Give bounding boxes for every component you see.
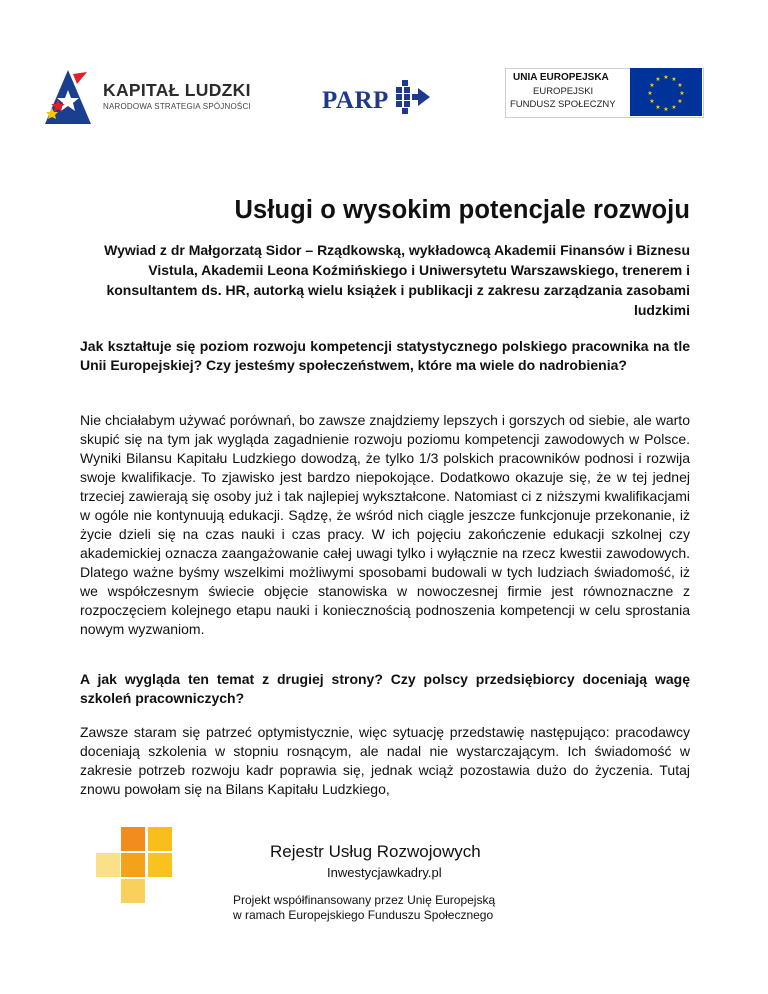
answer-1: Nie chciałabym używać porównań, bo zawsze znajdziemy lepszych i gorszych od siebie, ale warto skupić się na tym jak wygląda zagadnienie rozwoju poziomu kompetencji zawodowych w Polsce. Wyniki Bilansu Kapitału Ludzkiego dowodzą, że tylko 1/3 polskich pracowników podnosi i rozwija swoje kwalifikacje. To zjawisko jest bardzo niepokojące. Dodatkowo okazuje się, że w tej jednej trzeciej zawierają się osoby już i tak najlepiej wykształcone. Natomiast ci z niższymi kwalifikacjami w ogóle nie kontynuują edukacji. Sądzę, że wśród nich ciągle jeszcze funkcjonuje przekonanie, iż życie dzieli się na czas nauki i czas pracy. W ich pojęciu zakończenie edukacji szkolnej czy akademickiej oznacza zaangażowanie całej uwagi tylko i wyłącznie na rzecz kwestii zawodowych. Dlatego ważne byśmy wszelkimi możliwymi sposobami budowali w tych ludziach świadomość, iż we współczesnym świecie objęcie stanowiska w nowoczesnej firmie jest równoznaczne z rozpoczęciem kolejnego etapu nauki i koniecznością podnoszenia kompetencji w celu sprostania nowym wyzwaniom. [80,412,690,637]
parp-logo-icon [394,80,430,114]
ue-line3: FUNDUSZ SPOŁECZNY [510,99,616,110]
svg-text:★: ★ [671,76,677,83]
kapital-ludzki-title: KAPITAŁ LUDZKI [103,80,251,100]
question-2: A jak wygląda ten temat z drugiej strony? Czy polscy przedsiębiorcy doceniają wagę szkoleń pracowniczych? [80,671,690,706]
svg-text:★: ★ [649,82,655,89]
svg-text:★: ★ [677,98,683,105]
svg-text:★: ★ [647,90,653,97]
footer-site: Inwestycjawkadry.pl [327,865,442,880]
svg-text:★: ★ [655,76,661,83]
svg-text:★: ★ [663,74,669,81]
question-1: Jak kształtuje się poziom rozwoju kompetencji statystycznego polskiego pracownika na tle Unii Europejskiej? Czy jesteśmy społeczeństwem, które ma wiele do nadrobienia? [80,338,690,373]
svg-text:★: ★ [649,98,655,105]
interview-intro: Wywiad z dr Małgorzatą Sidor – Rządkowską, wykładowcą Akademii Finansów i Biznesu Vistula, Akademii Leona Koźmińskiego i Uniwersytetu Warszawskiego, trenerem i konsultantem ds. HR, autorką wielu książek i publikacji z zakresu zarządzania zasobami ludzkimi [104,242,690,318]
kapital-ludzki-subtitle: NARODOWA STRATEGIA SPÓJNOŚCI [103,102,251,111]
ue-line2: EUROPEJSKI [533,86,594,97]
footer-cofinance-line1: Projekt współfinansowany przez Unię Europejską [233,893,496,907]
document-title: Usługi o wysokim potencjale rozwoju [234,196,690,224]
kapital-ludzki-emblem-icon [43,68,93,126]
svg-text:★: ★ [679,90,685,97]
svg-text:★: ★ [677,82,683,89]
eu-flag-icon [630,68,702,116]
rejestr-logo-icon [96,825,176,905]
answer-2: Zawsze staram się patrzeć optymistycznie, więc sytuację przedstawię następująco: pracodawcy doceniają szkolenia w stopniu rosnącym, ale nadal nie wystarczającym. Ich świadomość w zakresie potrzeb rozwoju kadr poprawia się, jednak wciąż pozostawia dużo do życzenia. Tutaj znowu powołam się na Bilans Kapitału Ludzkiego, [80,724,690,797]
parp-logo-text: PARP [322,87,389,114]
svg-text:★: ★ [663,106,669,113]
svg-text:★: ★ [671,104,677,111]
ue-line1: UNIA EUROPEJSKA [513,72,609,83]
svg-text:★: ★ [655,104,661,111]
footer-cofinance-line2: w ramach Europejskiego Funduszu Społecznego [233,908,494,922]
footer-title: Rejestr Usług Rozwojowych [270,842,481,861]
